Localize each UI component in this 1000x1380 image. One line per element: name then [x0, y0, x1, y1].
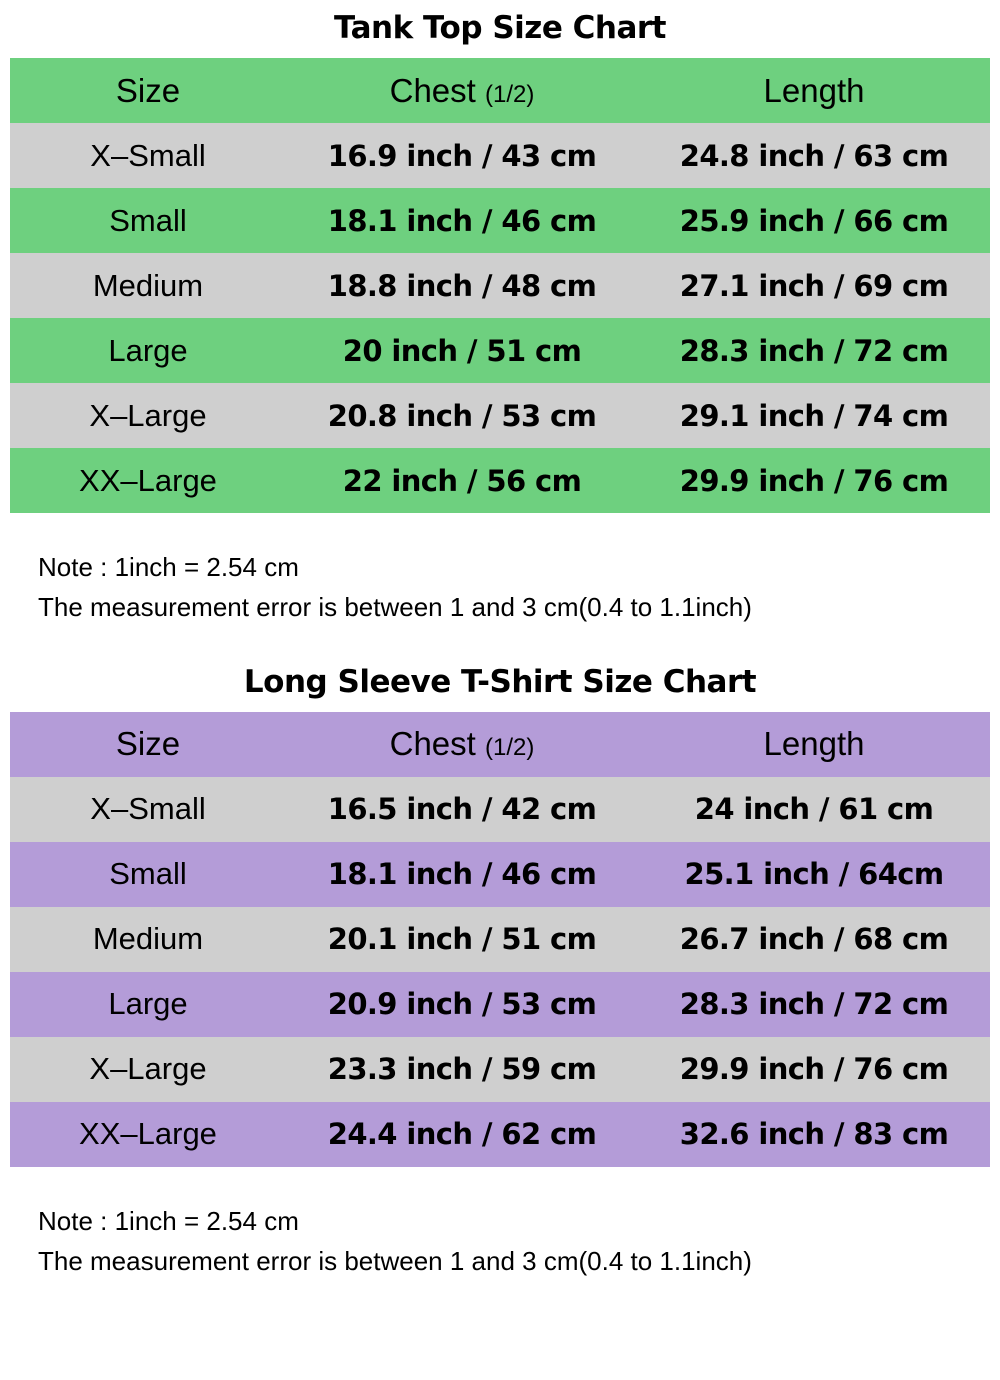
long-sleeve-tshirt-size-chart — [0, 654, 1000, 1286]
column-header-size: Size — [115, 71, 181, 109]
note-conversion: Note : 1inch = 2.54 cm — [38, 1205, 299, 1236]
note-measurement-error: The measurement error is between 1 and 3 cm(0.4 to 1.1inch) — [38, 1245, 752, 1276]
cell-length: 28.3 inch / 72 cm — [679, 987, 949, 1022]
table-row — [10, 123, 990, 188]
cell-chest: 23.3 inch / 59 cm — [327, 1052, 597, 1087]
section-spacer — [0, 632, 1000, 654]
cell-length: 28.3 inch / 72 cm — [679, 333, 949, 368]
cell-size: X–Large — [89, 1051, 207, 1087]
table-row — [10, 253, 990, 318]
size-table — [10, 58, 990, 513]
cell-length: 29.1 inch / 74 cm — [679, 398, 949, 433]
cell-chest: 16.9 inch / 43 cm — [327, 138, 597, 173]
table-row — [10, 448, 990, 513]
column-header-chest-fraction: (1/2) — [485, 734, 535, 762]
table-row — [10, 1102, 990, 1167]
notes-block — [10, 1167, 990, 1286]
cell-length: 29.9 inch / 76 cm — [679, 463, 949, 498]
column-header-chest-label: Chest — [389, 725, 476, 763]
cell-size: Small — [109, 202, 187, 238]
cell-size: XX–Large — [79, 462, 217, 498]
cell-size: XX–Large — [79, 1116, 217, 1152]
note-measurement-error: The measurement error is between 1 and 3 cm(0.4 to 1.1inch) — [38, 592, 752, 623]
table-row — [10, 777, 990, 842]
cell-length: 24.8 inch / 63 cm — [679, 138, 949, 173]
table-header-row — [10, 712, 990, 777]
table-row — [10, 188, 990, 253]
table-row — [10, 842, 990, 907]
table-row — [10, 318, 990, 383]
cell-chest: 16.5 inch / 42 cm — [327, 792, 597, 827]
cell-chest: 18.1 inch / 46 cm — [327, 857, 597, 892]
cell-chest: 20.1 inch / 51 cm — [327, 922, 597, 957]
table-row — [10, 1037, 990, 1102]
cell-size: X–Small — [90, 791, 206, 827]
cell-size: X–Small — [90, 137, 206, 173]
column-header-chest — [286, 58, 638, 123]
cell-size: X–Large — [89, 397, 207, 433]
note-conversion: Note : 1inch = 2.54 cm — [38, 552, 299, 582]
table-row — [10, 972, 990, 1037]
column-header-chest-label: Chest — [389, 71, 476, 109]
cell-size: Small — [109, 856, 187, 892]
cell-chest: 18.8 inch / 48 cm — [327, 268, 597, 303]
column-header-length: Length — [763, 71, 865, 109]
cell-size: Medium — [92, 267, 204, 303]
cell-length: 32.6 inch / 83 cm — [679, 1117, 949, 1152]
cell-size: Large — [108, 986, 188, 1022]
size-table — [10, 712, 990, 1167]
cell-chest: 24.4 inch / 62 cm — [327, 1117, 597, 1152]
cell-length: 29.9 inch / 76 cm — [679, 1052, 949, 1087]
cell-length: 26.7 inch / 68 cm — [679, 922, 949, 957]
page-title: Tank Top Size Chart — [333, 10, 666, 46]
column-header-size: Size — [115, 725, 181, 763]
cell-length: 25.1 inch / 64cm — [684, 857, 944, 892]
section-title: Long Sleeve T-Shirt Size Chart — [243, 663, 757, 700]
cell-length: 25.9 inch / 66 cm — [679, 203, 949, 238]
cell-length: 27.1 inch / 69 cm — [679, 268, 949, 303]
tank-top-size-chart — [0, 0, 1000, 632]
notes-block — [10, 513, 990, 632]
cell-chest: 20.9 inch / 53 cm — [327, 987, 597, 1022]
cell-length: 24 inch / 61 cm — [694, 792, 934, 827]
table-row — [10, 383, 990, 448]
column-header-length: Length — [763, 725, 865, 763]
cell-size: Large — [108, 332, 188, 368]
cell-size: Medium — [92, 921, 204, 957]
table-row — [10, 907, 990, 972]
cell-chest: 20 inch / 51 cm — [342, 333, 582, 368]
cell-chest: 18.1 inch / 46 cm — [327, 203, 597, 238]
table-header-row — [10, 58, 990, 123]
column-header-chest — [286, 712, 638, 777]
cell-chest: 20.8 inch / 53 cm — [327, 398, 597, 433]
column-header-chest-fraction: (1/2) — [485, 80, 535, 108]
cell-chest: 22 inch / 56 cm — [342, 463, 582, 498]
